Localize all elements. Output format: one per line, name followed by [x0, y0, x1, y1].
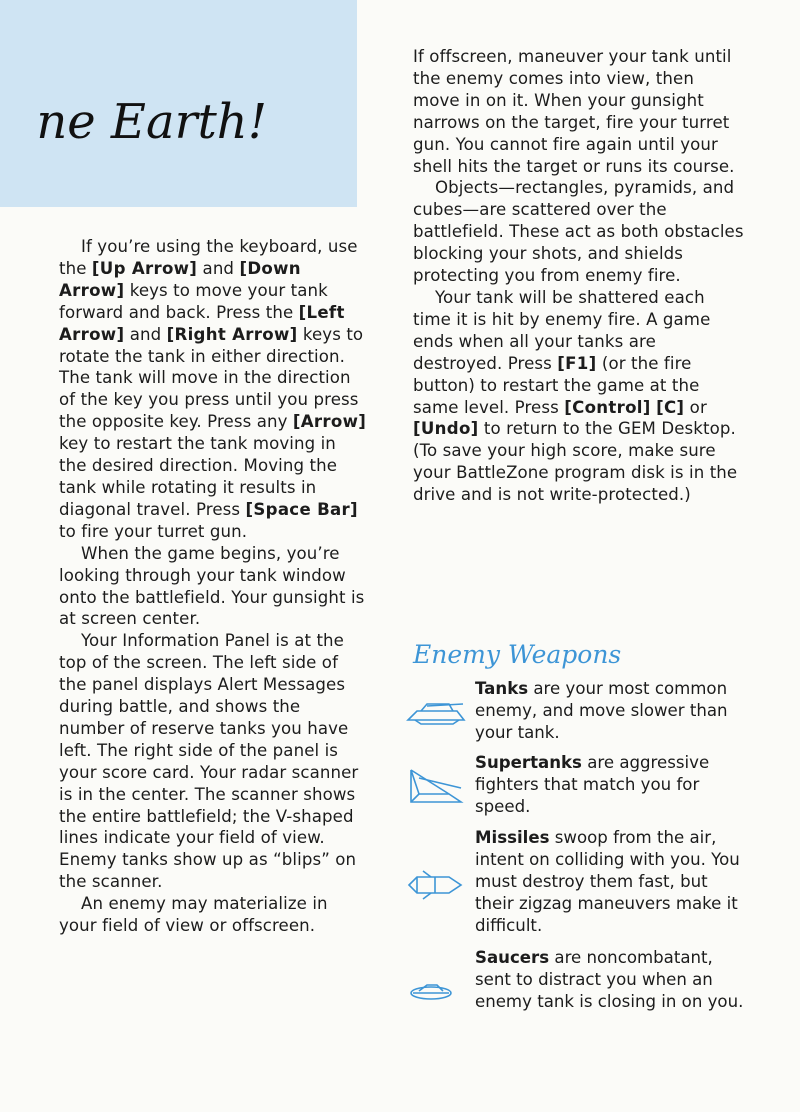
weapon-name: Tanks [475, 679, 529, 698]
supertank-icon [405, 766, 467, 806]
enemy-materialize-paragraph: An enemy may materialize in your field of view or offscreen. [59, 894, 328, 936]
key-undo: [Undo] [413, 419, 479, 439]
key-arrow: [Arrow] [292, 412, 367, 432]
enemy-tank-icon [405, 696, 467, 726]
weapon-name: Missiles [475, 828, 550, 847]
weapon-item-saucers [405, 947, 745, 1042]
weapon-text: are aggressive fighters that match you for speed. [475, 753, 710, 816]
weapon-description [475, 678, 745, 744]
weapon-item-missiles [405, 827, 745, 942]
weapon-text: are your most common enemy, and move slower than your tank. [475, 679, 728, 742]
game-begins-paragraph: When the game begins, you’re looking through your tank window onto the battlefield. Your gunsight is at screen center. [59, 543, 365, 629]
text-run: and [124, 324, 167, 344]
right-column [413, 46, 745, 506]
text-run: key to restart the tank moving in the desired direction. Moving the tank while rotating it results in diagonal travel. Press [59, 434, 338, 519]
objects-paragraph: Objects—rectangles, pyramids, and cubes—are scattered over the battlefield. These act as both obstacles blocking your shots, and shields protecting you from enemy fire. [413, 178, 744, 286]
weapon-description [475, 947, 745, 1013]
key-down-arrow: [Down Arrow] [59, 258, 301, 300]
weapon-text: swoop from the air, intent on colliding with you. You must destroy them fast, but their zigzag maneuvers make it difficult. [475, 828, 740, 935]
saucer-icon [405, 981, 467, 1003]
weapon-description [475, 752, 745, 818]
weapon-item-supertanks [405, 752, 745, 822]
text-run: keys to rotate the tank in either direction. The tank will move in the direction of the key you press until you press the opposite key. Press any [59, 324, 364, 432]
keyboard-controls-paragraph [59, 236, 367, 543]
weapon-description [475, 827, 745, 937]
text-run: or [684, 397, 707, 417]
offscreen-paragraph: If offscreen, maneuver your tank until the enemy comes into view, then move in on it. When your gunsight narrows on the target, fire your turret gun. You cannot fire again until your shell hits the target or runs its course. [413, 47, 735, 176]
text-run: to fire your turret gun. [59, 521, 248, 541]
text-run: If you’re using the keyboard, use the [59, 237, 358, 278]
text-run: Your tank will be shattered each time it is hit by enemy fire. A game ends when all your tanks are destroyed. Press [413, 287, 711, 373]
missile-icon [405, 867, 467, 903]
weapon-name: Supertanks [475, 753, 582, 772]
text-run: and [197, 258, 240, 278]
text-run: to return to the GEM Desktop. (To save your high score, make sure your BattleZone program disk is in the drive and is not write-protected.) [413, 419, 738, 505]
key-left-arrow: [Left Arrow] [59, 302, 345, 344]
enemy-weapons-heading: Enemy Weapons [413, 640, 622, 669]
text-run: keys to move your tank forward and back. Press the [59, 280, 328, 322]
page-title: ne Earth! [36, 94, 267, 150]
tank-shattered-paragraph [413, 287, 745, 506]
key-space-bar: [Space Bar] [245, 499, 358, 519]
weapon-name: Saucers [475, 948, 550, 967]
key-right-arrow: [Right Arrow] [166, 324, 298, 344]
information-panel-paragraph: Your Information Panel is at the top of the screen. The left side of the panel displays Alert Messages during battle, and shows the number of reserve tanks you have left. The right side of the panel is your score card. Your radar scanner is in the center. The scanner shows the entire battlefield; the V-shaped lines indicate your field of view. Enemy tanks show up as “blips” on the scanner. [59, 631, 359, 892]
text-run: (or the fire button) to restart the game at the same level. Press [413, 353, 700, 417]
left-column [59, 236, 367, 937]
key-up-arrow: [Up Arrow] [91, 258, 198, 278]
weapon-item-tanks [405, 678, 745, 748]
title-banner [0, 0, 357, 207]
weapon-text: are noncombatant, sent to distract you when an enemy tank is closing in on you. [475, 948, 744, 1011]
key-control: [Control] [564, 397, 651, 417]
key-c: [C] [656, 397, 685, 417]
key-f1: [F1] [557, 353, 597, 373]
